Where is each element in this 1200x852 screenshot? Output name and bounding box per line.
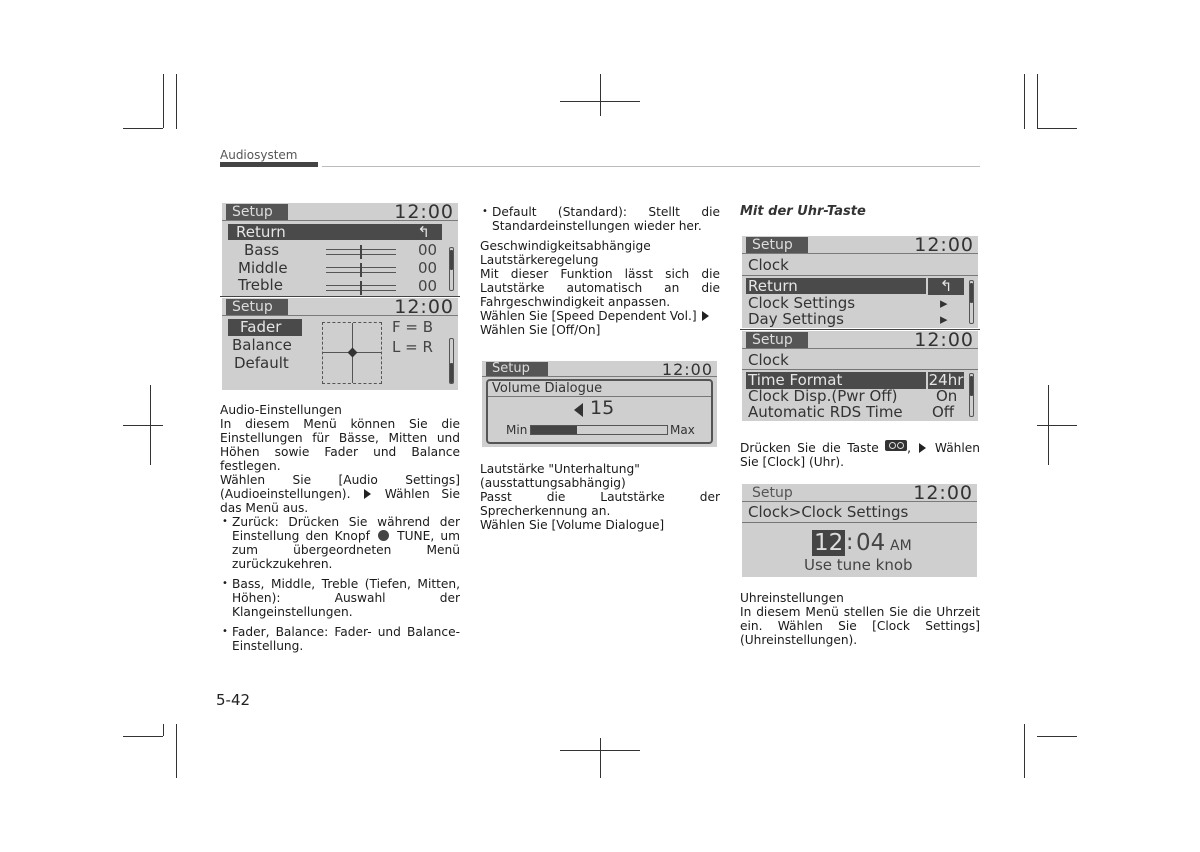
arrow-right-icon	[919, 443, 926, 453]
treble-value: 00	[418, 277, 438, 295]
day-settings-item: Day Settings	[748, 310, 844, 328]
screen-tabbar	[482, 361, 717, 377]
crop-mark	[123, 128, 163, 129]
clock-ampm: AM	[890, 538, 912, 554]
volume-title: Volume Dialogue	[492, 381, 603, 396]
setup-tab: Setup	[226, 299, 288, 315]
crop-mark	[1037, 736, 1077, 737]
screen-time: 12:00	[661, 361, 713, 379]
return-icon: ↰	[928, 278, 964, 295]
fader-item: Fader	[228, 319, 302, 336]
return-icon: ↰	[417, 223, 430, 241]
audio-select: Wählen Sie [Audio Settings] (Audioeinstellungen). Wählen Sie das Menü aus.	[220, 473, 461, 515]
balance-value: L = R	[392, 338, 433, 356]
crop-mark	[1037, 74, 1038, 128]
screen-time: 12:00	[914, 236, 974, 256]
clock-title: Clock	[748, 256, 789, 274]
volume-dialog-box	[486, 379, 713, 444]
scrollbar	[449, 338, 454, 384]
screen-divider	[740, 329, 980, 330]
crop-mark	[1024, 74, 1025, 129]
crop-mark	[600, 738, 601, 778]
speed-vol-select: Wählen Sie [Speed Dependent Vol.] Wählen Sie [Off/On]	[480, 309, 720, 337]
volume-bar	[530, 425, 668, 435]
screen-divider	[220, 296, 460, 297]
fader-grid	[322, 322, 382, 384]
bullet-return: • Zurück: Drücken Sie während der Einstellung den Knopf TUNE, um zum übergeordneten Menü zurückzukehren.	[220, 515, 460, 571]
clock-press-instruction: Drücken Sie die Taste , Wählen Sie [Clock] (Uhr).	[740, 441, 980, 469]
clock-colon: :	[846, 530, 854, 555]
rds-time-value: Off	[932, 403, 955, 421]
return-row: Return	[746, 278, 926, 294]
volume-select: Wählen Sie [Volume Dialogue]	[480, 518, 665, 532]
screen-tabbar	[222, 203, 458, 221]
time-format-item: Time Format	[746, 372, 926, 389]
audio-heading: Audio-Einstellungen	[220, 403, 342, 417]
column-3-bottom	[740, 591, 980, 647]
min-label: Min	[506, 423, 528, 437]
breadcrumb: Clock>Clock Settings	[748, 503, 909, 521]
bullet-tone: • Bass, Middle, Treble (Tiefen, Mitten, Höhen): Auswahl der Klangeinstellungen.	[220, 577, 460, 619]
bullet-default: • Default (Standard): Stellt die Standardeinstellungen wieder her.	[480, 205, 720, 233]
bass-slider	[326, 249, 396, 255]
crop-mark	[123, 736, 163, 737]
page-number: 5-42	[216, 691, 251, 709]
max-label: Max	[670, 423, 695, 437]
clock-format-screen	[742, 331, 978, 421]
scrollbar	[449, 247, 454, 291]
speed-vol-heading: Geschwindigkeitsabhängige Lautstärkeregelung	[480, 239, 651, 267]
setup-tab: Setup	[746, 237, 808, 253]
time-format-value: 24hr	[928, 371, 964, 389]
clock-title: Clock	[748, 351, 789, 369]
crop-mark	[1037, 425, 1077, 426]
setup-tab: Setup	[226, 204, 288, 220]
crop-mark	[176, 74, 177, 129]
treble-slider	[326, 285, 396, 291]
bullet-fader: • Fader, Balance: Fader- und Balance-Einstellung.	[220, 625, 460, 653]
setup-tab: Setup	[486, 362, 548, 376]
crop-mark	[1024, 724, 1025, 778]
screen-time: 12:00	[394, 298, 454, 318]
arrow-right-icon	[702, 311, 709, 321]
section-title: Audiosystem	[220, 148, 298, 162]
screen-tabbar	[742, 484, 977, 502]
audio-settings-screen	[222, 203, 458, 296]
middle-value: 00	[418, 259, 438, 277]
column-3-heading	[740, 205, 980, 219]
crop-mark	[163, 724, 164, 736]
clock-minute: 04	[856, 530, 886, 556]
scrollbar	[969, 373, 974, 417]
volume-bar-fill	[531, 426, 577, 434]
volume-value: 15	[590, 397, 615, 419]
scrollbar	[969, 280, 974, 324]
middle-slider	[326, 267, 396, 273]
column-2	[480, 205, 720, 337]
clock-menu-screen	[742, 236, 978, 328]
crop-mark	[176, 724, 177, 778]
screen-time: 12:00	[913, 484, 973, 504]
speaker-icon	[574, 403, 583, 417]
chevron-right-icon: ▸	[940, 294, 948, 312]
return-label: Return	[236, 223, 286, 241]
clock-settings-screen	[742, 484, 977, 577]
return-row	[228, 224, 442, 240]
clock-button-icon	[885, 440, 907, 451]
audio-intro: In diesem Menü können Sie die Einstellungen für Bässe, Mitten und Höhen sowie Fader und Balance festlegen.	[220, 417, 460, 473]
clock-disp-value: On	[936, 387, 958, 405]
column-2-bottom	[480, 462, 720, 532]
crop-mark	[600, 74, 601, 116]
crop-mark	[163, 74, 164, 128]
crop-mark	[123, 425, 163, 426]
setup-tab: Setup	[752, 485, 793, 501]
column-1	[220, 403, 460, 653]
screen-time: 12:00	[394, 203, 454, 223]
chevron-right-icon: ▸	[940, 310, 948, 328]
column-3-press	[740, 440, 980, 469]
tune-knob-icon	[378, 530, 389, 541]
treble-label: Treble	[238, 276, 283, 294]
arrow-right-icon	[364, 489, 371, 499]
clock-hour: 12	[814, 530, 844, 556]
volume-para: Passt die Lautstärke der Sprecherkennung an.	[480, 490, 720, 518]
setup-tab: Setup	[746, 332, 808, 348]
clock-settings-heading: Uhreinstellungen	[740, 591, 844, 605]
clock-key-heading: Mit der Uhr-Taste	[740, 204, 866, 219]
balance-item: Balance	[232, 336, 292, 354]
speed-vol-para: Mit dieser Funktion lässt sich die Lautstärke automatisch an die Fahrgeschwindigkeit anpassen.	[480, 267, 720, 309]
crop-mark	[560, 101, 640, 102]
fader-value: F = B	[392, 318, 434, 336]
bass-label: Bass	[244, 241, 280, 259]
crop-mark	[1037, 128, 1077, 129]
bass-value: 00	[418, 241, 438, 259]
volume-heading: Lautstärke "Unterhaltung" (ausstattungsabhängig)	[480, 462, 640, 490]
fader-position-marker	[348, 348, 358, 358]
clock-settings-para: In diesem Menü stellen Sie die Uhrzeit ein. Wählen Sie [Clock Settings] (Uhreinstellungen).	[740, 605, 980, 647]
rds-time-item: Automatic RDS Time	[748, 403, 903, 421]
header-rule	[322, 166, 980, 167]
screen-tabbar	[742, 236, 978, 254]
fader-screen	[222, 298, 458, 390]
section-bar	[220, 162, 318, 167]
crop-mark	[560, 750, 640, 751]
default-item: Default	[234, 354, 289, 372]
screen-time: 12:00	[914, 331, 974, 351]
screen-tabbar	[222, 298, 458, 316]
clock-settings-item: Clock Settings	[748, 294, 856, 312]
clock-disp-item: Clock Disp.(Pwr Off)	[748, 387, 898, 405]
screen-tabbar	[742, 331, 978, 349]
volume-dialogue-screen	[482, 361, 717, 447]
tune-hint: Use tune knob	[804, 556, 913, 574]
middle-label: Middle	[238, 259, 288, 277]
